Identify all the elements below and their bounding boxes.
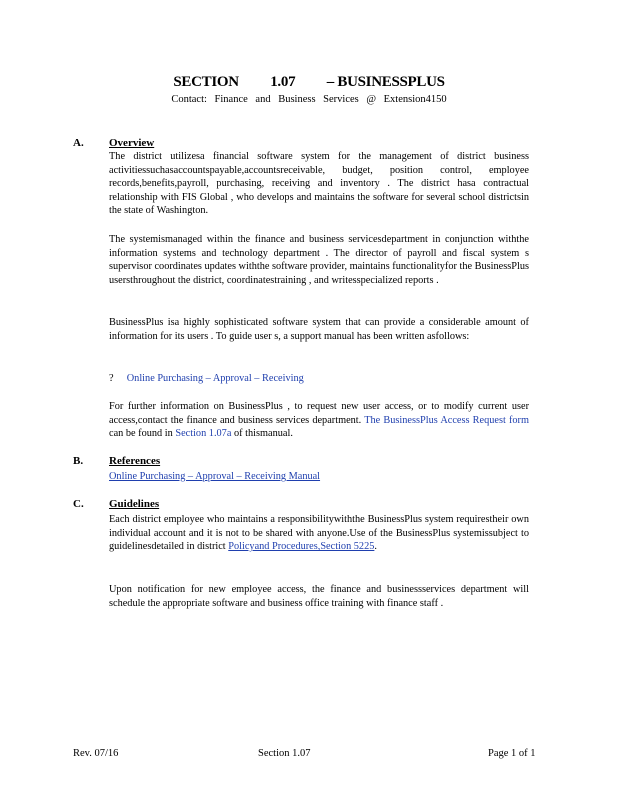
section-a-heading: Overview bbox=[109, 137, 155, 149]
overview-paragraph-4 bbox=[109, 400, 529, 441]
section-a-letter: A. bbox=[73, 137, 84, 149]
bullet-item bbox=[109, 372, 529, 386]
footer-revision: Rev. 07/16 bbox=[73, 748, 119, 759]
bullet-marker: ? bbox=[109, 373, 114, 384]
section-c-letter: C. bbox=[73, 498, 84, 510]
contact-line: Contact: Finance and Business Services @ Extension4150 bbox=[171, 94, 447, 105]
footer-section: Section 1.07 bbox=[258, 748, 311, 759]
section-c-heading: Guidelines bbox=[109, 498, 160, 510]
footer-page-number: Page 1 of 1 bbox=[488, 748, 536, 759]
guidelines-paragraph-1 bbox=[109, 513, 529, 554]
overview-paragraph-1: The district utilizesa financial software system for the management of district business activitiessuchasaccountspayable,accountsreceivable, budget, position control, employee records,benefits,payroll, purchasing, receiving and inventory . The district hasa contractual relationship with FIS Global , who develops and maintains the software for several school districtsin the state of Washington. bbox=[109, 151, 529, 217]
page-title bbox=[0, 74, 618, 91]
policy-procedures-link[interactable]: Policyand Procedures,Section 5225 bbox=[228, 541, 375, 553]
section-107a-link[interactable]: Section 1.07a bbox=[175, 428, 232, 440]
paragraph-4-text-mid: can be found in bbox=[109, 428, 173, 440]
section-number: 1.07 bbox=[270, 74, 296, 90]
section-title: – BUSINESSPLUS bbox=[326, 74, 445, 90]
access-request-form-link[interactable]: The BusinessPlus Access Request form bbox=[364, 414, 529, 426]
purchasing-manual-link[interactable]: Online Purchasing – Approval – Receiving Manual bbox=[109, 471, 321, 482]
section-label: SECTION bbox=[173, 74, 239, 90]
paragraph-4-text-end: of thismanual. bbox=[233, 428, 293, 440]
online-purchasing-link[interactable]: Online Purchasing – Approval – Receiving bbox=[126, 373, 304, 384]
section-b-letter: B. bbox=[73, 455, 84, 467]
guidelines-text-end: . bbox=[374, 541, 377, 553]
guidelines-text-start: Each district employee who maintains a responsibilitywiththe BusinessPlus system requirestheir own individual account and it is not to be shared with anyone.Use of the BusinessPlus systemissubject to guidelinesdetailed in district bbox=[109, 514, 529, 553]
overview-paragraph-3: BusinessPlus isa highly sophisticated software system that can provide a considerable amount of information for its users . To guide user s, a support manual has been written asfollows: bbox=[109, 317, 529, 342]
guidelines-paragraph-2: Upon notification for new employee access, the finance and businessservices department will schedule the appropriate software and business office training with finance staff . bbox=[109, 584, 529, 609]
overview-paragraph-2: The systemismanaged within the finance and business servicesdepartment in conjunction withthe information systems and technology department . The director of payroll and fiscal system s supervisor coordinates updates withthe software provider, maintains functionalityfor the BusinessPlus usersthroughout the district, coordinatestraining , and writesspecialized reports . bbox=[109, 234, 529, 286]
section-b-heading: References bbox=[109, 455, 161, 467]
paragraph-4-text-start: For further information on BusinessPlus , to request new user access, or to modify current user access,contact the finance and business services department. bbox=[109, 401, 529, 426]
references-item bbox=[109, 470, 529, 484]
